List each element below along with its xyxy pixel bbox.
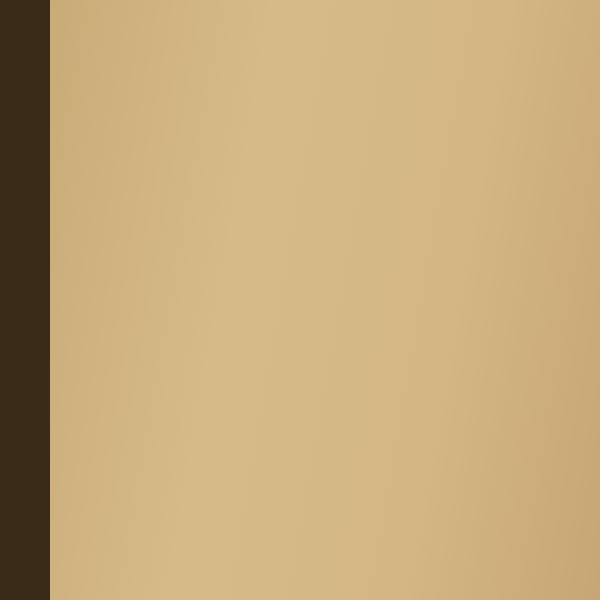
book-page [50,0,600,600]
running-header [200,23,580,35]
